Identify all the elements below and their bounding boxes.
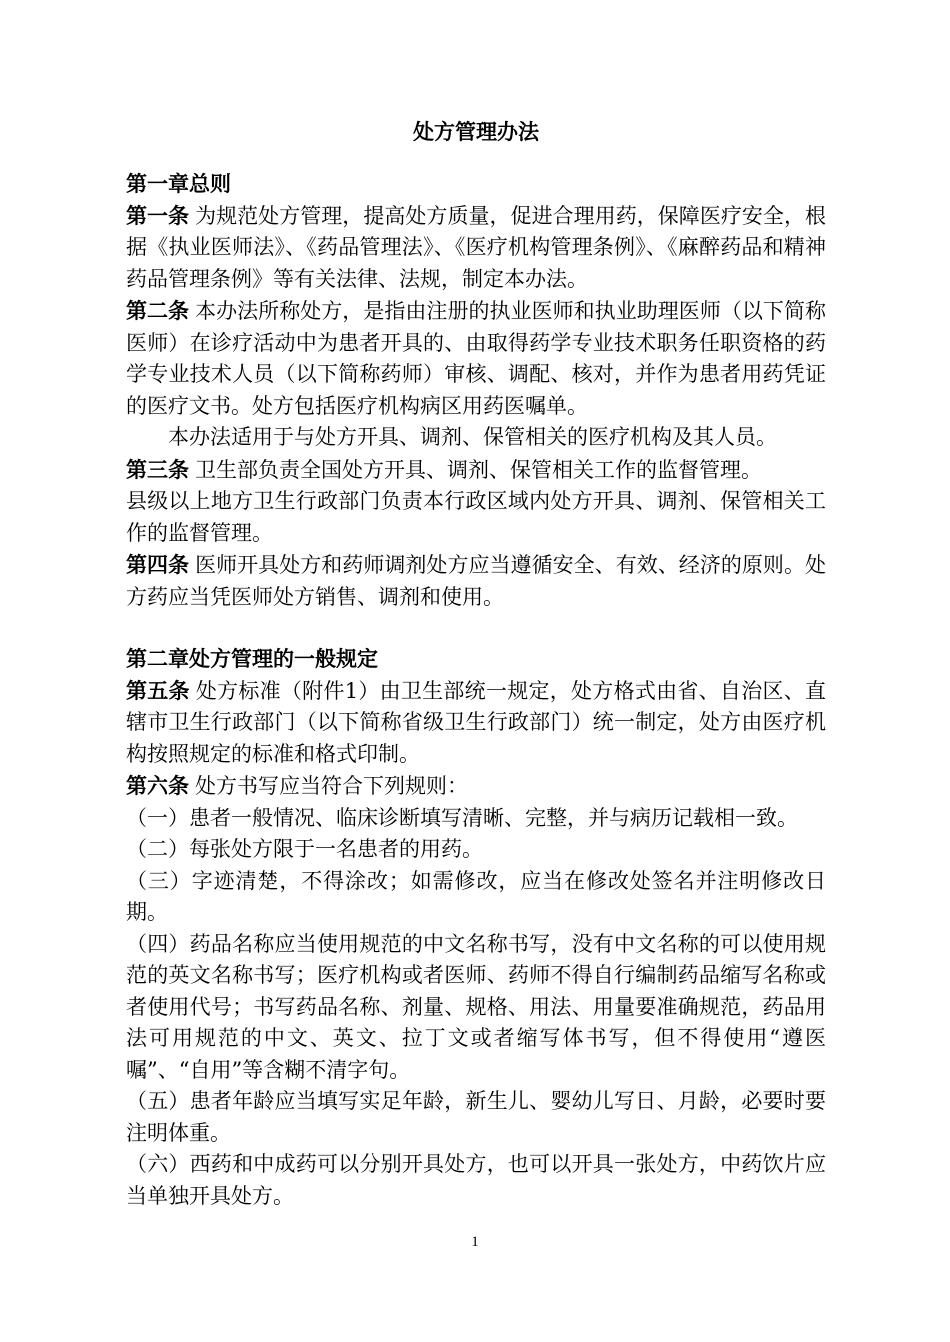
article-6-label: 第六条 xyxy=(126,773,189,798)
article-6-item-1: （一）患者一般情况、临床诊断填写清晰、完整，并与病历记载相一致。 xyxy=(126,805,798,830)
article-4 xyxy=(126,549,826,613)
article-5-text: 处方标准（附件1）由卫生部统一规定，处方格式由省、自治区、直辖市卫生行政部门（以下简称省级卫生行政部门）统一制定，处方由医疗机构按照规定的标准和格式印制。 xyxy=(126,678,827,766)
article-4-text: 医师开具处方和药师调剂处方应当遵循安全、有效、经济的原则。处方药应当凭医师处方销售、调剂和使用。 xyxy=(126,553,826,609)
chapter-gap xyxy=(126,613,826,643)
article-5 xyxy=(126,675,826,771)
article-2 xyxy=(126,295,826,422)
article-4-label: 第四条 xyxy=(126,552,190,577)
article-1-text: 为规范处方管理，提高处方质量，促进合理用药，保障医疗安全，根据《执业医师法》、《药品管理法》、《医疗机构管理条例》、《麻醉药品和精神药品管理条例》等有关法律、法规，制定本办法。 xyxy=(126,203,826,291)
article-6-item-6: （六）西药和中成药可以分别开具处方，也可以开具一张处方，中药饮片应当单独开具处方。 xyxy=(126,1152,826,1208)
article-6-text: 处方书写应当符合下列规则： xyxy=(195,774,468,798)
article-5-label: 第五条 xyxy=(126,677,190,703)
article-3 xyxy=(126,454,826,487)
article-6-item-2: （二）每张处方限于一名患者的用药。 xyxy=(126,837,483,861)
article-6-item-4: （四）药品名称应当使用规范的中文名称书写，没有中文名称的可以使用规范的英文名称书写；医疗机构或者医师、药师不得自行编制药品缩写名称或者使用代号；书写药品名称、剂量、规格、用法、用量要准确规范，药品用法可用规范的中文、英文、拉丁文或者缩写体书写，但不得使用“遵医嘱”、“自用”等含糊不清字句。 xyxy=(126,931,826,1082)
chapter-2-heading: 第二章处方管理的一般规定 xyxy=(126,646,378,671)
article-2-text: 本办法所称处方，是指由注册的执业医师和执业助理医师（以下简称医师）在诊疗活动中为患者开具的、由取得药学专业技术职务任职资格的药学专业技术人员（以下简称药师）审核、调配、核对，并作为患者用药凭证的医疗文书。处方包括医疗机构病区用药医嘱单。 xyxy=(126,299,826,418)
article-1 xyxy=(126,200,826,296)
page-number: 1 xyxy=(471,1234,479,1250)
article-1-label: 第一条 xyxy=(126,202,190,228)
article-6-item-3: （三）字迹清楚，不得涂改；如需修改，应当在修改处签名并注明修改日期。 xyxy=(126,868,826,924)
document-title: 处方管理办法 xyxy=(413,119,539,144)
document-body xyxy=(126,112,826,1212)
article-3-text: 卫生部负责全国处方开具、调剂、保管相关工作的监督管理。 xyxy=(195,457,762,482)
chapter-1-heading: 第一章总则 xyxy=(126,171,231,196)
article-3-label: 第三条 xyxy=(126,456,189,482)
article-6-item-5: （五）患者年龄应当填写实足年龄，新生儿、婴幼儿写日、月龄，必要时要注明体重。 xyxy=(126,1089,826,1145)
article-3-paragraph-2: 县级以上地方卫生行政部门负责本行政区域内处方开具、调剂、保管相关工作的监督管理。 xyxy=(126,489,826,545)
article-2-paragraph-2: 本办法适用于与处方开具、调剂、保管相关的医疗机构及其人员。 xyxy=(168,425,777,449)
article-2-label: 第二条 xyxy=(126,298,190,323)
article-6 xyxy=(126,770,826,803)
